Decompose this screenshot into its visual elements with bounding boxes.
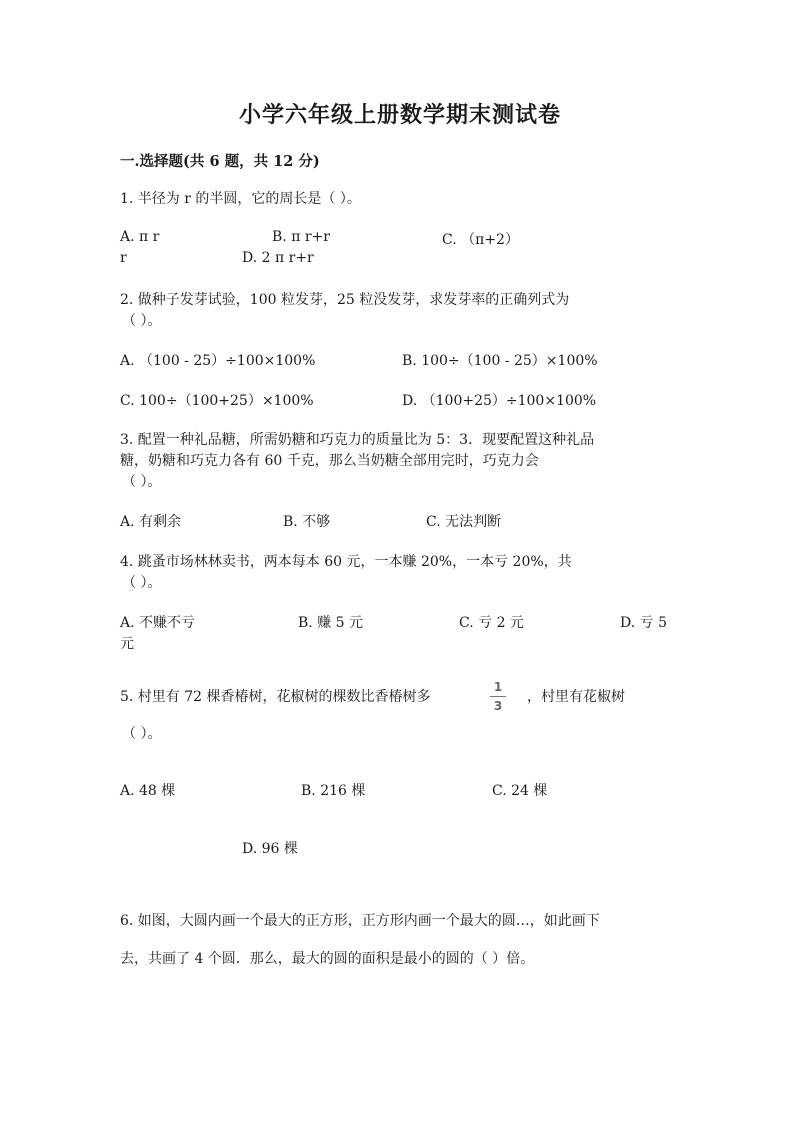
question-4-option-d: D. 亏 5 xyxy=(620,615,667,631)
fraction-bar xyxy=(490,696,506,697)
question-5-stem-line-2: （ ）。 xyxy=(122,726,162,742)
page-title: 小学六年级上册数学期末测试卷 xyxy=(238,102,561,128)
question-3-option-c: C. 无法判断 xyxy=(426,514,502,530)
question-3-option-a: A. 有剩余 xyxy=(120,514,182,530)
question-5-option-b: B. 216 棵 xyxy=(301,783,366,799)
question-2-stem-line-1: 2. 做种子发芽试验，100 粒发芽，25 粒没发芽，求发芽率的正确列式为 xyxy=(120,292,570,308)
question-1-option-b: B. π r+r xyxy=(272,229,330,245)
question-2-option-a: A. （100 - 25）÷100×100% xyxy=(120,353,316,369)
fraction-denominator: 3 xyxy=(493,699,503,713)
question-4-option-c: C. 亏 2 元 xyxy=(459,615,524,631)
section-heading: 一.选择题(共 6 题，共 12 分) xyxy=(120,153,320,170)
question-5-stem-part-2: ，村里有花椒树 xyxy=(527,689,625,705)
question-4-option-a: A. 不赚不亏 xyxy=(120,615,196,631)
question-3-option-b: B. 不够 xyxy=(283,514,331,530)
question-4-stem-line-1: 4. 跳蚤市场林林卖书，两本每本 60 元，一本赚 20%，一本亏 20%，共 xyxy=(120,554,572,570)
question-5-stem-part-1: 5. 村里有 72 棵香椿树，花椒树的棵数比香椿树多 xyxy=(120,689,431,705)
question-5-option-c: C. 24 棵 xyxy=(492,783,548,799)
fraction-numerator: 1 xyxy=(493,680,503,694)
question-6-stem-line-1: 6. 如图，大圆内画一个最大的正方形，正方形内画一个最大的圆…，如此画下 xyxy=(120,913,600,929)
question-5-option-a: A. 48 棵 xyxy=(120,783,176,799)
question-1-option-c-continued: r xyxy=(120,250,127,266)
question-2-option-d: D. （100+25）÷100×100% xyxy=(402,393,597,409)
question-2-option-b: B. 100÷（100 - 25）×100% xyxy=(402,353,598,369)
question-3-stem-line-1: 3. 配置一种礼品糖，所需奶糖和巧克力的质量比为 5：3．现要配置这种礼品 xyxy=(120,432,595,448)
question-4-option-b: B. 赚 5 元 xyxy=(298,615,363,631)
question-2-option-c: C. 100÷（100+25）×100% xyxy=(120,393,314,409)
question-3-stem-line-3: （ ）。 xyxy=(122,474,162,490)
fraction-one-third xyxy=(490,681,506,712)
question-3-stem-line-2: 糖，奶糖和巧克力各有 60 千克，那么当奶糖全部用完时，巧克力会 xyxy=(120,453,539,469)
question-1-option-d: D. 2 π r+r xyxy=(242,250,314,266)
question-6-stem-line-2: 去，共画了 4 个圆．那么，最大的圆的面积是最小的圆的（ ）倍。 xyxy=(120,951,535,967)
question-4-stem-line-2: （ ）。 xyxy=(122,575,162,591)
question-5-option-d: D. 96 棵 xyxy=(242,841,298,857)
question-4-option-d-continued: 元 xyxy=(120,636,134,652)
question-1-stem: 1. 半径为 r 的半圆，它的周长是（ ）。 xyxy=(120,191,361,207)
question-2-stem-line-2: （ ）。 xyxy=(122,313,162,329)
question-1-option-a: A. π r xyxy=(120,229,160,245)
question-1-option-c: C. （π+2） xyxy=(442,232,519,248)
